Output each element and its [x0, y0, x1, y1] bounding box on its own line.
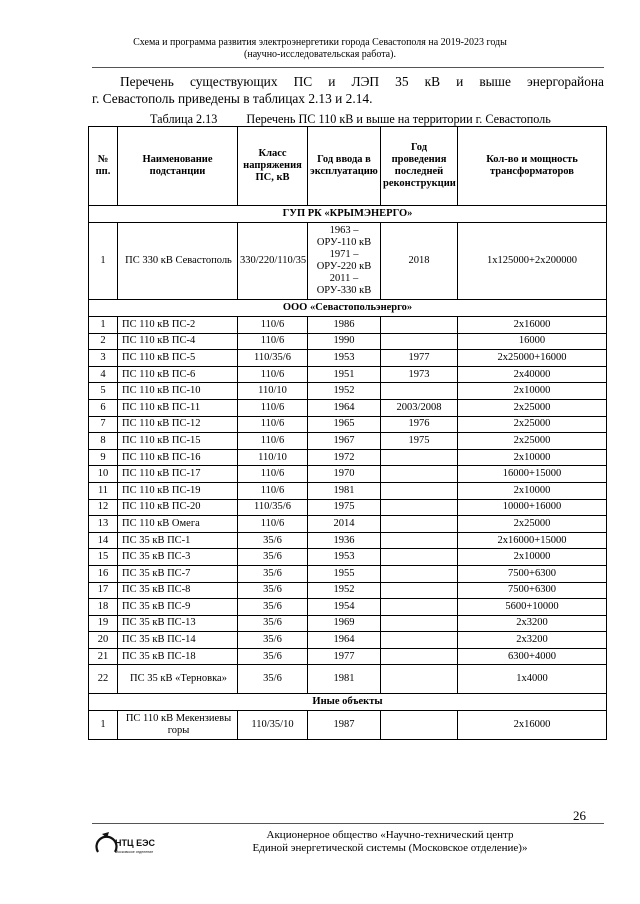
cell-year: 1975 [308, 499, 381, 516]
cell-voltage: 330/220/110/35 [238, 223, 308, 300]
intro-paragraph [92, 73, 604, 107]
cell-year: 1951 [308, 366, 381, 383]
table-row [89, 549, 607, 566]
cell-reconstruction: 1976 [381, 416, 458, 433]
cell-transformers: 2х10000 [458, 549, 607, 566]
cell-voltage: 110/10 [238, 383, 308, 400]
cell-transformers: 2х25000 [458, 433, 607, 450]
cell-name: ПС 110 кВ ПС-10 [118, 383, 238, 400]
cell-reconstruction [381, 466, 458, 483]
footer-divider [92, 823, 604, 824]
table-row [89, 615, 607, 632]
table-title: Перечень ПС 110 кВ и выше на территории г. Севастополь [246, 112, 551, 126]
col-header-year: Год ввода в эксплуатацию [308, 127, 381, 206]
cell-year: 1955 [308, 565, 381, 582]
cell-year: 1953 [308, 549, 381, 566]
cell-transformers: 2х3200 [458, 615, 607, 632]
cell-voltage: 35/6 [238, 582, 308, 599]
table-row [89, 665, 607, 694]
intro-word: ПС [293, 74, 313, 89]
cell-num: 12 [89, 499, 118, 516]
cell-name: ПС 35 кВ ПС-14 [118, 632, 238, 649]
cell-num: 2 [89, 333, 118, 350]
cell-year: 1964 [308, 632, 381, 649]
table-row [89, 499, 607, 516]
cell-year: 1981 [308, 482, 381, 499]
intro-word: кВ [424, 74, 441, 89]
substations-table [88, 126, 607, 740]
ntc-ees-logo-icon [95, 828, 157, 858]
cell-transformers: 2х3200 [458, 632, 607, 649]
table-row [89, 416, 607, 433]
table-header-row [89, 127, 607, 206]
cell-year: 1969 [308, 615, 381, 632]
intro-word: Перечень [120, 74, 174, 89]
cell-reconstruction [381, 499, 458, 516]
cell-transformers: 10000+16000 [458, 499, 607, 516]
cell-transformers: 16000+15000 [458, 466, 607, 483]
cell-year: 1972 [308, 449, 381, 466]
cell-transformers: 7500+6300 [458, 582, 607, 599]
cell-transformers: 5600+10000 [458, 599, 607, 616]
cell-num: 1 [89, 223, 118, 300]
cell-transformers: 2х16000 [458, 317, 607, 334]
cell-name: ПС 110 кВ ПС-12 [118, 416, 238, 433]
col-header-voltage: Класс напряжения ПС, кВ [238, 127, 308, 206]
cell-voltage: 110/6 [238, 482, 308, 499]
cell-reconstruction: 2018 [381, 223, 458, 300]
cell-num: 14 [89, 532, 118, 549]
cell-reconstruction [381, 648, 458, 665]
footer-line2: Единой энергетической системы (Московское отделение)» [252, 842, 528, 854]
intro-word: и [328, 74, 336, 89]
cell-name: ПС 110 кВ ПС-20 [118, 499, 238, 516]
cell-reconstruction: 1973 [381, 366, 458, 383]
cell-reconstruction [381, 383, 458, 400]
cell-num: 16 [89, 565, 118, 582]
cell-name: ПС 110 кВ ПС-19 [118, 482, 238, 499]
page-number: 26 [573, 808, 586, 823]
table-row [89, 317, 607, 334]
cell-year: 1952 [308, 582, 381, 599]
table-row [89, 582, 607, 599]
cell-reconstruction [381, 615, 458, 632]
cell-name: ПС 35 кВ ПС-7 [118, 565, 238, 582]
company-logo [95, 828, 157, 858]
cell-num: 10 [89, 466, 118, 483]
cell-voltage: 110/35/6 [238, 499, 308, 516]
col-header-transformers: Кол-во и мощность трансформаторов [458, 127, 607, 206]
cell-name: ПС 110 кВ ПС-6 [118, 366, 238, 383]
page-footer [180, 829, 600, 855]
cell-voltage: 35/6 [238, 532, 308, 549]
cell-transformers: 2х25000+16000 [458, 350, 607, 367]
cell-year: 1954 [308, 599, 381, 616]
cell-transformers: 2х25000 [458, 516, 607, 533]
cell-voltage: 110/6 [238, 416, 308, 433]
cell-reconstruction [381, 532, 458, 549]
table-row [89, 482, 607, 499]
cell-reconstruction: 1977 [381, 350, 458, 367]
cell-voltage: 110/6 [238, 317, 308, 334]
cell-voltage: 35/6 [238, 549, 308, 566]
table-row [89, 466, 607, 483]
cell-num: 18 [89, 599, 118, 616]
cell-num: 21 [89, 648, 118, 665]
group-title: Иные объекты [89, 694, 607, 711]
cell-reconstruction [381, 449, 458, 466]
footer-line1: Акционерное общество «Научно-технический центр [266, 829, 514, 841]
cell-transformers: 1х4000 [458, 665, 607, 694]
cell-reconstruction [381, 665, 458, 694]
svg-text:НТЦ ЕЭС: НТЦ ЕЭС [115, 838, 155, 848]
cell-name: ПС 35 кВ ПС-3 [118, 549, 238, 566]
intro-line2: г. Севастополь приведены в таблицах 2.13 и 2.14. [92, 91, 373, 106]
cell-year: 1936 [308, 532, 381, 549]
cell-year: 1981 [308, 665, 381, 694]
cell-year: 1990 [308, 333, 381, 350]
cell-name: ПС 35 кВ ПС-1 [118, 532, 238, 549]
table-row [89, 599, 607, 616]
cell-year: 1986 [308, 317, 381, 334]
intro-word: 35 [395, 74, 409, 89]
cell-voltage: 35/6 [238, 648, 308, 665]
cell-num: 15 [89, 549, 118, 566]
cell-reconstruction [381, 317, 458, 334]
cell-num: 20 [89, 632, 118, 649]
intro-word: существующих [189, 74, 278, 89]
cell-transformers: 2х25000 [458, 416, 607, 433]
table-number: Таблица 2.13 [150, 112, 218, 126]
cell-name: ПС 35 кВ ПС-18 [118, 648, 238, 665]
col-header-num: № пп. [89, 127, 118, 206]
cell-year: 1965 [308, 416, 381, 433]
table-caption [150, 112, 577, 127]
cell-name: ПС 110 кВ ПС-17 [118, 466, 238, 483]
cell-voltage: 35/6 [238, 632, 308, 649]
cell-reconstruction [381, 711, 458, 740]
table-row [89, 433, 607, 450]
svg-text:Московское отделение: Московское отделение [115, 850, 154, 854]
cell-voltage: 110/35/10 [238, 711, 308, 740]
cell-name: ПС 110 кВ ПС-2 [118, 317, 238, 334]
cell-voltage: 35/6 [238, 665, 308, 694]
table-row [89, 711, 607, 740]
cell-name: ПС 35 кВ «Терновка» [118, 665, 238, 694]
cell-reconstruction [381, 632, 458, 649]
cell-voltage: 35/6 [238, 565, 308, 582]
table-row [89, 366, 607, 383]
table-row [89, 399, 607, 416]
cell-transformers: 2х10000 [458, 482, 607, 499]
cell-num: 13 [89, 516, 118, 533]
cell-transformers: 7500+6300 [458, 565, 607, 582]
page-header [0, 37, 640, 61]
cell-transformers: 2х25000 [458, 399, 607, 416]
group-title: ГУП РК «КРЫМЭНЕРГО» [89, 206, 607, 223]
cell-reconstruction [381, 599, 458, 616]
group-title: ООО «Севастопольэнерго» [89, 300, 607, 317]
cell-num: 1 [89, 317, 118, 334]
cell-transformers: 6300+4000 [458, 648, 607, 665]
table-row [89, 648, 607, 665]
cell-year: 1963 – ОРУ-110 кВ 1971 – ОРУ-220 кВ 2011 – ОРУ-330 кВ [308, 223, 381, 300]
cell-voltage: 110/6 [238, 433, 308, 450]
cell-year: 1970 [308, 466, 381, 483]
table-row [89, 632, 607, 649]
cell-voltage: 35/6 [238, 599, 308, 616]
group-row-sevastopolenergo [89, 300, 607, 317]
table-row [89, 333, 607, 350]
cell-num: 17 [89, 582, 118, 599]
cell-transformers: 2х10000 [458, 383, 607, 400]
intro-line1 [92, 73, 604, 90]
table-row [89, 449, 607, 466]
cell-reconstruction: 2003/2008 [381, 399, 458, 416]
group-row-krymenergo [89, 206, 607, 223]
header-line2: (научно-исследовательская работа). [244, 49, 396, 60]
table-row [89, 223, 607, 300]
intro-word: ЛЭП [351, 74, 380, 89]
group-row-other [89, 694, 607, 711]
intro-word: выше [479, 74, 511, 89]
table-row [89, 565, 607, 582]
table-row [89, 383, 607, 400]
cell-transformers: 2х10000 [458, 449, 607, 466]
cell-reconstruction: 1975 [381, 433, 458, 450]
cell-voltage: 35/6 [238, 615, 308, 632]
cell-transformers: 2х16000+15000 [458, 532, 607, 549]
table-row [89, 532, 607, 549]
cell-num: 4 [89, 366, 118, 383]
cell-name: ПС 110 кВ Мекензиевы горы [118, 711, 238, 740]
cell-name: ПС 35 кВ ПС-8 [118, 582, 238, 599]
cell-transformers: 2х40000 [458, 366, 607, 383]
cell-year: 1953 [308, 350, 381, 367]
cell-reconstruction [381, 333, 458, 350]
cell-num: 11 [89, 482, 118, 499]
cell-name: ПС 110 кВ ПС-4 [118, 333, 238, 350]
cell-name: ПС 110 кВ ПС-11 [118, 399, 238, 416]
cell-voltage: 110/6 [238, 333, 308, 350]
cell-name: ПС 110 кВ ПС-16 [118, 449, 238, 466]
cell-name: ПС 110 кВ ПС-15 [118, 433, 238, 450]
cell-reconstruction [381, 582, 458, 599]
cell-year: 1977 [308, 648, 381, 665]
cell-num: 9 [89, 449, 118, 466]
cell-name: ПС 35 кВ ПС-9 [118, 599, 238, 616]
cell-year: 2014 [308, 516, 381, 533]
cell-voltage: 110/6 [238, 466, 308, 483]
col-header-reconstruction: Год проведения последней реконструкции [381, 127, 458, 206]
cell-reconstruction [381, 482, 458, 499]
intro-word: и [456, 74, 464, 89]
cell-num: 8 [89, 433, 118, 450]
cell-reconstruction [381, 565, 458, 582]
header-line1: Схема и программа развития электроэнергетики города Севастополя на 2019-2023 годы [133, 37, 507, 48]
cell-name: ПС 35 кВ ПС-13 [118, 615, 238, 632]
cell-transformers: 2х16000 [458, 711, 607, 740]
cell-num: 19 [89, 615, 118, 632]
cell-transformers: 16000 [458, 333, 607, 350]
col-header-name: Наименование подстанции [118, 127, 238, 206]
cell-year: 1967 [308, 433, 381, 450]
table-row [89, 516, 607, 533]
cell-name: ПС 110 кВ ПС-5 [118, 350, 238, 367]
cell-num: 3 [89, 350, 118, 367]
cell-num: 22 [89, 665, 118, 694]
cell-name: ПС 330 кВ Севастополь [118, 223, 238, 300]
cell-voltage: 110/6 [238, 516, 308, 533]
cell-num: 6 [89, 399, 118, 416]
cell-reconstruction [381, 549, 458, 566]
cell-year: 1987 [308, 711, 381, 740]
cell-num: 5 [89, 383, 118, 400]
cell-name: ПС 110 кВ Омега [118, 516, 238, 533]
cell-year: 1964 [308, 399, 381, 416]
table-row [89, 350, 607, 367]
cell-voltage: 110/6 [238, 366, 308, 383]
cell-voltage: 110/10 [238, 449, 308, 466]
cell-transformers: 1х125000+2х200000 [458, 223, 607, 300]
cell-num: 1 [89, 711, 118, 740]
cell-voltage: 110/6 [238, 399, 308, 416]
intro-word: энергорайона [526, 74, 604, 89]
cell-reconstruction [381, 516, 458, 533]
cell-year: 1952 [308, 383, 381, 400]
cell-num: 7 [89, 416, 118, 433]
header-divider [92, 67, 604, 68]
cell-voltage: 110/35/6 [238, 350, 308, 367]
